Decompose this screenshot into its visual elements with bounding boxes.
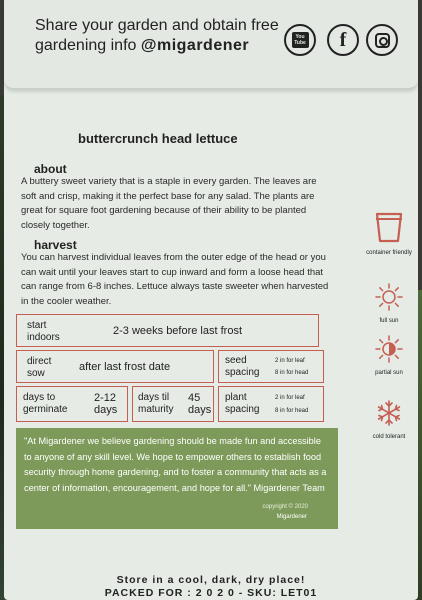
start-indoors-value: 2-3 weeks before last frost bbox=[113, 325, 243, 337]
plant-spacing-box bbox=[218, 386, 324, 422]
cold-tolerant-label: cold tolerant bbox=[372, 434, 406, 440]
germinate-value: 2-12 days bbox=[94, 392, 118, 416]
header-line-2 bbox=[35, 36, 285, 56]
container-friendly-label: container friendly bbox=[366, 250, 412, 256]
maturity-label: days til maturity bbox=[138, 392, 174, 415]
germinate-label: days to germinate bbox=[23, 392, 68, 415]
start-indoors-box bbox=[16, 314, 319, 347]
direct-sow-box bbox=[16, 350, 214, 383]
quote-text: "At Migardener we believe gardening should be made fun and accessible to anyone of any skill level. We hope to empower others to establish food security through home gardening, and to foster a community that acts as a center of information, encouragement, and hope for all." Migardener Team bbox=[24, 436, 327, 493]
header-line-1: Share your garden and obtain free bbox=[35, 17, 279, 34]
cold-tolerant-badge bbox=[364, 398, 414, 442]
partial-sun-icon bbox=[374, 334, 404, 364]
seed-packet bbox=[4, 0, 418, 600]
container-icon bbox=[373, 210, 405, 244]
days-til-maturity-box bbox=[132, 386, 214, 422]
mission-quote bbox=[16, 428, 338, 529]
product-title: buttercrunch head lettuce bbox=[78, 131, 238, 146]
facebook-glyph: f bbox=[339, 29, 347, 51]
start-indoors-label: start indoors bbox=[27, 320, 60, 343]
instagram-icon bbox=[366, 24, 398, 56]
container-friendly-badge bbox=[364, 210, 414, 258]
youtube-icon bbox=[284, 24, 316, 56]
direct-sow-label: direct sow bbox=[27, 356, 52, 379]
days-to-germinate-box bbox=[16, 386, 128, 422]
direct-sow-value: after last frost date bbox=[79, 361, 171, 373]
full-sun-icon bbox=[374, 282, 404, 312]
about-text: A buttery sweet variety that is a staple in every garden. The leaves are soft and crisp, making it the perfect base for any salad. The plants are great for square foot gardening because of their ability to be planted closely together. bbox=[21, 176, 317, 231]
harvest-text: You can harvest individual leaves from the outer edge of the head or you can wait until your leaves start to cup inward and form a loose head that can range from 6-8 inches. Lettuce always taste sweeter when harvested in the cooler weather. bbox=[21, 252, 329, 307]
social-handle: @migardener bbox=[140, 37, 250, 54]
packet-flap bbox=[4, 0, 418, 90]
header-line-2-text: gardening info bbox=[35, 37, 137, 54]
seed-spacing-head: 8 in for head bbox=[275, 370, 309, 376]
seed-spacing-leaf: 2 in for leaf bbox=[275, 358, 305, 364]
seed-spacing-label: seed spacing bbox=[225, 355, 260, 378]
instagram-glyph bbox=[375, 33, 390, 48]
maturity-value: 45 days bbox=[188, 392, 212, 416]
partial-sun-label: partial sun bbox=[375, 370, 403, 376]
seed-spacing-box bbox=[218, 350, 324, 383]
full-sun-label: full sun bbox=[379, 318, 399, 324]
harvest-heading: harvest bbox=[34, 238, 77, 252]
storage-instruction: Store in a cool, dark, dry place! bbox=[116, 574, 306, 586]
packed-for-sku: PACKED FOR : 2 0 2 0 - SKU: LET01 bbox=[104, 587, 318, 599]
plant-spacing-label: plant spacing bbox=[225, 392, 260, 415]
about-heading: about bbox=[34, 162, 67, 176]
plant-spacing-leaf: 2 in for leaf bbox=[275, 395, 305, 401]
youtube-glyph: You Tube bbox=[292, 32, 309, 48]
full-sun-badge bbox=[364, 282, 414, 326]
facebook-icon bbox=[327, 24, 359, 56]
snowflake-icon bbox=[374, 398, 404, 428]
plant-spacing-head: 8 in for head bbox=[275, 408, 309, 414]
header-text bbox=[35, 16, 285, 56]
quote-copyright: copyright © 2020 bbox=[262, 504, 308, 510]
partial-sun-badge bbox=[364, 334, 414, 378]
quote-brand: Migardener bbox=[276, 514, 307, 520]
